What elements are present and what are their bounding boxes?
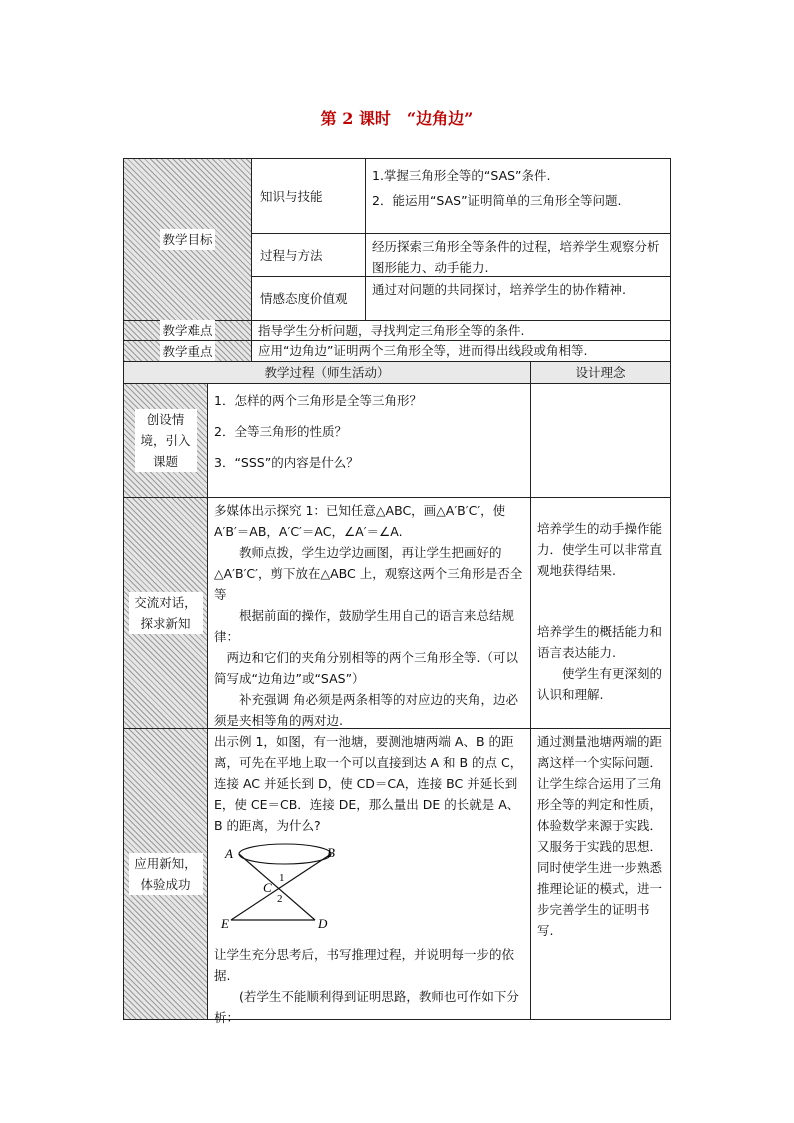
example-para-3: (若学生不能顺利得到证明思路，教师也可作如下分析：: [214, 989, 519, 1025]
point-D-label: D: [318, 916, 328, 930]
point-C-label: C: [263, 880, 272, 895]
process-text: 经历探索三角形全等条件的过程，培养学生观察分析图形能力、动手能力.: [372, 239, 660, 275]
knowledge-item-2: 2．能运用“SAS”证明简单的三角形全等问题.: [372, 193, 622, 208]
angle-2-label: 2: [277, 893, 283, 905]
difficulty-content: [251, 320, 671, 341]
design-note-2: 培养学生的概括能力和语言表达能力.: [537, 624, 663, 660]
example-para-2: 让学生充分思考后，书写推理过程，并说明每一步的依据.: [214, 947, 515, 983]
row1-label-cell: [123, 383, 208, 498]
emotion-label-cell: [251, 276, 366, 321]
question-3: 3．“SSS”的内容是什么？: [214, 455, 359, 470]
difficulty-label-cell: [123, 320, 252, 341]
explore-para-2: 教师点拨，学生边学边画图，再让学生把画好的△A′B′C′，剪下放在△ABC 上，观察这两个三角形是否全等: [214, 545, 523, 602]
process-label-cell: [251, 233, 366, 277]
pond-figure: [215, 838, 335, 930]
keypoint-label-cell: [123, 340, 252, 362]
point-A-label: A: [225, 846, 233, 861]
row1-content: [207, 383, 531, 498]
design-note-4: 通过测量池塘两端的距离这样一个实际问题．让学生综合运用了三角形全等的判定和性质，体验数学来源于实践．又服务于实践的思想．同时使学生进一步熟悉推理论证的模式，进一步完善学生的证明书写.: [537, 734, 663, 938]
row2-label: 交流对话，探求新知: [129, 592, 203, 634]
process-label: 过程与方法: [258, 245, 325, 266]
process-header-label: 教学过程（师生活动）: [264, 365, 390, 380]
keypoint-label: 教学重点: [160, 341, 214, 362]
row1-label: 创设情境，引入课题: [135, 409, 197, 472]
keypoint-text: 应用“边角边”证明两个三角形全等，进而得出线段或角相等.: [258, 343, 588, 358]
page-title: 第 2 课时 “边角边”: [320, 109, 474, 128]
row3-design: [530, 728, 671, 1020]
emotion-text: 通过对问题的共同探讨，培养学生的协作精神.: [372, 282, 626, 297]
knowledge-label: 知识与技能: [258, 186, 325, 207]
emotion-content: [365, 276, 671, 321]
example-para-1: 出示例 1，如图，有一池塘，要测池塘两端 A、B 的距离，可先在平地上取一个可以直接到达 A 和 B 的点 C，连接 AC 并延长到 D，使 CD＝CA，连接 BC 并延长到 E，使 CE＝CB．连接 DE，那么量出 DE 的长就是 A、B 的距离，为什么?: [214, 734, 523, 833]
goals-label: 教学目标: [160, 229, 214, 250]
explore-para-3: 根据前面的操作，鼓励学生用自己的语言来总结规律：: [214, 608, 515, 644]
row3-label: 应用新知，体验成功: [129, 853, 203, 895]
goals-label-cell: [123, 158, 252, 321]
row2-design: [530, 497, 671, 729]
difficulty-text: 指导学生分析问题，寻找判定三角形全等的条件.: [258, 323, 525, 338]
design-header-label: 设计理念: [575, 365, 626, 380]
knowledge-label-cell: [251, 158, 366, 234]
knowledge-item-1: 1.掌握三角形全等的“SAS”条件.: [372, 168, 551, 183]
knowledge-content: [365, 158, 671, 234]
design-note-3: 使学生有更深刻的认识和理解.: [537, 666, 663, 702]
keypoint-content: [251, 340, 671, 362]
explore-para-4: 两边和它们的夹角分别相等的两个三角形全等.（可以简写成“边角边”或“SAS”）: [214, 650, 518, 686]
row1-design: [530, 383, 671, 498]
design-note-1: 培养学生的动手操作能力．使学生可以非常直观地获得结果.: [537, 521, 663, 578]
difficulty-label: 教学难点: [160, 320, 214, 341]
angle-1-label: 1: [279, 872, 285, 884]
explore-para-1: 多媒体出示探究 1：已知任意△ABC，画△A′B′C′，使 A′B′＝AB，A′C′＝AC，∠A′＝∠A.: [214, 503, 506, 539]
point-E-label: E: [221, 916, 229, 930]
point-B-label: B: [327, 845, 335, 860]
explore-para-5: 补充强调 角必须是两条相等的对应边的夹角，边必须是夹相等角的两对边.: [214, 692, 518, 728]
question-1: 1．怎样的两个三角形是全等三角形？: [214, 393, 422, 408]
row2-label-cell: [123, 497, 208, 729]
row2-content: [207, 497, 531, 729]
design-header: [530, 361, 671, 384]
pond-shape: [239, 844, 331, 864]
process-content: [365, 233, 671, 277]
question-2: 2．全等三角形的性质？: [214, 424, 347, 439]
process-header: [123, 361, 531, 384]
emotion-label: 情感态度价值观: [258, 288, 350, 309]
row3-label-cell: [123, 728, 208, 1020]
